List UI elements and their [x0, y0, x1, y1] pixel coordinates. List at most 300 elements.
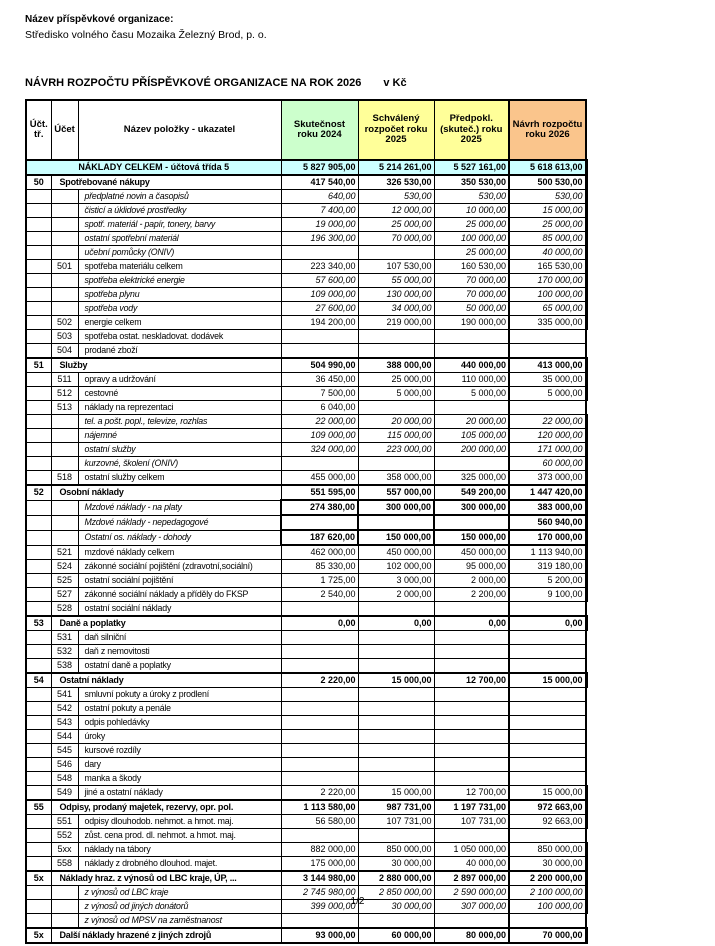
row-label: opravy a udržování [78, 373, 281, 387]
value-cell: 57 600,00 [281, 274, 358, 288]
table-row [26, 373, 586, 387]
value-cell: 530,00 [509, 190, 586, 204]
value-cell: 5 827 905,00 [281, 160, 358, 175]
value-cell [358, 631, 434, 645]
value-cell [281, 344, 358, 359]
table-row [26, 730, 586, 744]
account-class-cell [26, 602, 51, 617]
account-class-cell [26, 316, 51, 330]
row-label: kursové rozdíly [78, 744, 281, 758]
account-class-cell: 5x [26, 928, 51, 943]
value-cell: 2 850 000,00 [358, 886, 434, 900]
value-cell [509, 744, 586, 758]
value-cell: 102 000,00 [358, 560, 434, 574]
value-cell: 93 000,00 [281, 928, 358, 943]
value-cell: 1 447 420,00 [509, 485, 586, 500]
row-label: Ostatní os. náklady - dohody [78, 530, 281, 545]
account-number-cell: 546 [51, 758, 78, 772]
table-row [26, 928, 586, 943]
value-cell: 25 000,00 [509, 218, 586, 232]
account-number-cell: 511 [51, 373, 78, 387]
value-cell [509, 716, 586, 730]
account-class-cell [26, 471, 51, 486]
value-cell: 100 000,00 [434, 232, 509, 246]
row-label: spotřeba materiálu celkem [78, 260, 281, 274]
table-row [26, 871, 586, 886]
value-cell: 34 000,00 [358, 302, 434, 316]
account-number-cell [51, 190, 78, 204]
value-cell: 399 000,00 [281, 900, 358, 914]
table-row [26, 204, 586, 218]
value-cell: 60 000,00 [358, 928, 434, 943]
account-number-cell [51, 288, 78, 302]
value-cell [281, 602, 358, 617]
value-cell: 6 040,00 [281, 401, 358, 415]
value-cell: 500 530,00 [509, 175, 586, 190]
value-cell: 65 000,00 [509, 302, 586, 316]
col-header-schvaleny-2025: Schválený rozpočet roku 2025 [358, 100, 434, 160]
row-label: ostatní pokuty a penále [78, 702, 281, 716]
value-cell [434, 631, 509, 645]
value-cell: 25 000,00 [358, 373, 434, 387]
value-cell: 25 000,00 [358, 218, 434, 232]
value-cell: 150 000,00 [358, 530, 434, 545]
value-cell: 25 000,00 [434, 218, 509, 232]
value-cell [434, 602, 509, 617]
row-label: energie celkem [78, 316, 281, 330]
value-cell [358, 457, 434, 471]
value-cell: 326 530,00 [358, 175, 434, 190]
table-row [26, 688, 586, 702]
account-number-cell [51, 515, 78, 530]
value-cell: 504 990,00 [281, 358, 358, 373]
value-cell: 19 000,00 [281, 218, 358, 232]
value-cell: 165 530,00 [509, 260, 586, 274]
value-cell: 1 113 940,00 [509, 545, 586, 560]
table-row [26, 443, 586, 457]
value-cell: 20 000,00 [358, 415, 434, 429]
row-label: ostatní daně a poplatky [78, 659, 281, 674]
account-number-cell: 531 [51, 631, 78, 645]
value-cell [281, 730, 358, 744]
account-class-cell [26, 246, 51, 260]
table-row [26, 659, 586, 674]
value-cell: 160 530,00 [434, 260, 509, 274]
account-class-cell [26, 702, 51, 716]
value-cell: 35 000,00 [509, 373, 586, 387]
value-cell: 15 000,00 [509, 673, 586, 688]
value-cell: 20 000,00 [434, 415, 509, 429]
value-cell: 223 340,00 [281, 260, 358, 274]
value-cell: 70 000,00 [434, 274, 509, 288]
table-row [26, 232, 586, 246]
value-cell: 56 580,00 [281, 815, 358, 829]
row-label: z výnosů od MPSV na zaměstnanost [78, 914, 281, 929]
value-cell [281, 758, 358, 772]
table-row [26, 274, 586, 288]
table-row [26, 574, 586, 588]
value-cell: 105 000,00 [434, 429, 509, 443]
account-number-cell: 501 [51, 260, 78, 274]
value-cell [509, 829, 586, 843]
table-row [26, 800, 586, 815]
account-number-cell: 552 [51, 829, 78, 843]
value-cell: 549 200,00 [434, 485, 509, 500]
value-cell: 3 144 980,00 [281, 871, 358, 886]
table-row [26, 344, 586, 359]
value-cell: 120 000,00 [509, 429, 586, 443]
value-cell: 115 000,00 [358, 429, 434, 443]
table-row [26, 588, 586, 602]
value-cell: 30 000,00 [509, 857, 586, 872]
table-row [26, 500, 586, 515]
account-class-cell: 54 [26, 673, 51, 688]
value-cell: 5 000,00 [509, 387, 586, 401]
account-number-cell: 538 [51, 659, 78, 674]
account-class-cell [26, 260, 51, 274]
account-number-cell: 558 [51, 857, 78, 872]
account-class-cell: 53 [26, 616, 51, 631]
value-cell: 100 000,00 [509, 288, 586, 302]
value-cell [509, 758, 586, 772]
row-label: náklady na tábory [78, 843, 281, 857]
account-number-cell [51, 500, 78, 515]
account-class-cell [26, 288, 51, 302]
row-label: ostatní spotřební materiál [78, 232, 281, 246]
value-cell [434, 344, 509, 359]
value-cell: 15 000,00 [509, 204, 586, 218]
value-cell: 5 200,00 [509, 574, 586, 588]
value-cell: 2 000,00 [434, 574, 509, 588]
value-cell: 455 000,00 [281, 471, 358, 486]
account-number-cell: 525 [51, 574, 78, 588]
value-cell [358, 246, 434, 260]
value-cell: 2 200 000,00 [509, 871, 586, 886]
table-row [26, 616, 586, 631]
budget-table-header [26, 100, 586, 160]
value-cell: 450 000,00 [434, 545, 509, 560]
account-number-cell [51, 415, 78, 429]
value-cell: 110 000,00 [434, 373, 509, 387]
table-row [26, 358, 586, 373]
value-cell: 417 540,00 [281, 175, 358, 190]
account-number-cell [51, 232, 78, 246]
col-header-ucet: Účet [51, 100, 78, 160]
table-row [26, 560, 586, 574]
account-number-cell: 504 [51, 344, 78, 359]
value-cell [358, 914, 434, 929]
account-class-cell [26, 457, 51, 471]
account-number-cell: 548 [51, 772, 78, 786]
row-label: zůst. cena prod. dl. nehmot. a hmot. maj. [78, 829, 281, 843]
value-cell: 1 197 731,00 [434, 800, 509, 815]
value-cell: 30 000,00 [358, 857, 434, 872]
account-number-cell: 544 [51, 730, 78, 744]
value-cell [358, 330, 434, 344]
account-class-cell [26, 829, 51, 843]
value-cell: 440 000,00 [434, 358, 509, 373]
table-row [26, 631, 586, 645]
value-cell: 25 000,00 [434, 246, 509, 260]
account-number-cell [51, 443, 78, 457]
table-row [26, 857, 586, 872]
account-number-cell: 542 [51, 702, 78, 716]
value-cell: 2 100 000,00 [509, 886, 586, 900]
value-cell [281, 631, 358, 645]
value-cell [434, 744, 509, 758]
table-row [26, 485, 586, 500]
value-cell [434, 659, 509, 674]
account-number-cell [51, 218, 78, 232]
account-class-cell [26, 401, 51, 415]
value-cell: 2 897 000,00 [434, 871, 509, 886]
table-row [26, 914, 586, 929]
row-label: mzdové náklady celkem [78, 545, 281, 560]
account-number-cell [51, 457, 78, 471]
value-cell: 300 000,00 [434, 500, 509, 515]
account-number-cell: 5xx [51, 843, 78, 857]
value-cell: 530,00 [434, 190, 509, 204]
value-cell: 3 000,00 [358, 574, 434, 588]
value-cell [434, 688, 509, 702]
value-cell: 175 000,00 [281, 857, 358, 872]
account-number-cell [51, 302, 78, 316]
table-row [26, 457, 586, 471]
value-cell: 70 000,00 [434, 288, 509, 302]
row-label: zákonné sociální náklady a příděly do FKSP [78, 588, 281, 602]
table-row [26, 702, 586, 716]
value-cell [358, 515, 434, 530]
value-cell: 22 000,00 [281, 415, 358, 429]
value-cell [434, 914, 509, 929]
value-cell: 15 000,00 [358, 673, 434, 688]
value-cell [358, 702, 434, 716]
row-label: daň silniční [78, 631, 281, 645]
table-row [26, 829, 586, 843]
row-label: předplatné novin a časopisů [78, 190, 281, 204]
value-cell: 413 000,00 [509, 358, 586, 373]
value-cell: 373 000,00 [509, 471, 586, 486]
account-class-cell [26, 344, 51, 359]
table-row [26, 302, 586, 316]
value-cell: 109 000,00 [281, 288, 358, 302]
col-header-nazev: Název položky - ukazatel [78, 100, 281, 160]
value-cell [509, 772, 586, 786]
value-cell: 40 000,00 [434, 857, 509, 872]
value-cell: 194 200,00 [281, 316, 358, 330]
budget-table [25, 99, 588, 944]
value-cell: 223 000,00 [358, 443, 434, 457]
account-number-cell: 532 [51, 645, 78, 659]
row-label: spotřeba ostat. neskladovat. dodávek [78, 330, 281, 344]
account-number-cell: 513 [51, 401, 78, 415]
row-label: odpis pohledávky [78, 716, 281, 730]
account-class-cell [26, 429, 51, 443]
account-class-cell [26, 914, 51, 929]
value-cell: 462 000,00 [281, 545, 358, 560]
value-cell [358, 645, 434, 659]
value-cell: 22 000,00 [509, 415, 586, 429]
col-header-uct-tr: Účt. tř. [26, 100, 51, 160]
value-cell [358, 344, 434, 359]
table-row [26, 260, 586, 274]
value-cell [434, 758, 509, 772]
row-label: dary [78, 758, 281, 772]
value-cell [281, 457, 358, 471]
value-cell: 300 000,00 [358, 500, 434, 515]
value-cell: 2 220,00 [281, 673, 358, 688]
row-label: Mzdové náklady - nepedagogové [78, 515, 281, 530]
value-cell: 30 000,00 [358, 900, 434, 914]
table-row [26, 387, 586, 401]
value-cell: 987 731,00 [358, 800, 434, 815]
value-cell: 50 000,00 [434, 302, 509, 316]
row-label: ostatní sociální pojištění [78, 574, 281, 588]
account-class-cell [26, 232, 51, 246]
table-row [26, 716, 586, 730]
account-class-cell [26, 730, 51, 744]
value-cell [509, 602, 586, 617]
value-cell: 358 000,00 [358, 471, 434, 486]
account-number-cell: 503 [51, 330, 78, 344]
account-number-cell: 524 [51, 560, 78, 574]
value-cell: 92 663,00 [509, 815, 586, 829]
account-class-cell [26, 274, 51, 288]
value-cell [358, 602, 434, 617]
account-number-cell: 527 [51, 588, 78, 602]
row-label: spotřeba elektrické energie [78, 274, 281, 288]
account-class-cell [26, 530, 51, 545]
value-cell [509, 702, 586, 716]
value-cell: 560 940,00 [509, 515, 586, 530]
value-cell [281, 829, 358, 843]
row-label: Ostatní náklady [51, 673, 281, 688]
value-cell: 551 595,00 [281, 485, 358, 500]
row-label: Odpisy, prodaný majetek, rezervy, opr. pol. [51, 800, 281, 815]
value-cell [358, 758, 434, 772]
row-label: Osobní náklady [51, 485, 281, 500]
value-cell: 70 000,00 [358, 232, 434, 246]
value-cell [281, 914, 358, 929]
col-header-predpokl-2025: Předpokl. (skuteč.) roku 2025 [434, 100, 509, 160]
table-row [26, 175, 586, 190]
value-cell: 1 725,00 [281, 574, 358, 588]
account-class-cell [26, 204, 51, 218]
account-class-cell [26, 744, 51, 758]
row-label: kurzovné, školení (ONIV) [78, 457, 281, 471]
value-cell: 0,00 [358, 616, 434, 631]
value-cell: 7 500,00 [281, 387, 358, 401]
value-cell [281, 645, 358, 659]
value-cell: 324 000,00 [281, 443, 358, 457]
row-label: úroky [78, 730, 281, 744]
row-label: Další náklady hrazené z jiných zdrojů [51, 928, 281, 943]
value-cell: 95 000,00 [434, 560, 509, 574]
value-cell [358, 688, 434, 702]
value-cell: 80 000,00 [434, 928, 509, 943]
value-cell: 5 527 161,00 [434, 160, 509, 175]
account-class-cell [26, 857, 51, 872]
value-cell: 1 050 000,00 [434, 843, 509, 857]
value-cell: 450 000,00 [358, 545, 434, 560]
value-cell: 15 000,00 [358, 786, 434, 801]
value-cell: 200 000,00 [434, 443, 509, 457]
value-cell: 10 000,00 [434, 204, 509, 218]
table-row [26, 330, 586, 344]
account-class-cell [26, 330, 51, 344]
total-row [26, 160, 586, 175]
value-cell: 0,00 [509, 616, 586, 631]
row-label: Služby [51, 358, 281, 373]
row-label: cestovné [78, 387, 281, 401]
row-label: zákonné sociální pojištění (zdravotní,sociální) [78, 560, 281, 574]
row-label: odpisy dlouhodob. nehmot. a hmot. maj. [78, 815, 281, 829]
account-class-cell [26, 574, 51, 588]
table-row [26, 602, 586, 617]
account-class-cell [26, 500, 51, 515]
value-cell: 60 000,00 [509, 457, 586, 471]
account-class-cell [26, 545, 51, 560]
budget-table-body [26, 160, 586, 943]
value-cell [509, 344, 586, 359]
value-cell: 170 000,00 [509, 530, 586, 545]
value-cell [281, 688, 358, 702]
account-class-cell [26, 688, 51, 702]
value-cell: 170 000,00 [509, 274, 586, 288]
col-header-navrh-2026: Návrh rozpočtu roku 2026 [509, 100, 586, 160]
value-cell [358, 401, 434, 415]
value-cell [358, 716, 434, 730]
value-cell [281, 744, 358, 758]
value-cell: 530,00 [358, 190, 434, 204]
table-row [26, 530, 586, 545]
value-cell [509, 659, 586, 674]
row-label: daň z nemovitosti [78, 645, 281, 659]
value-cell [281, 659, 358, 674]
row-label: ostatní služby [78, 443, 281, 457]
account-class-cell [26, 843, 51, 857]
value-cell [281, 246, 358, 260]
row-label: smluvní pokuty a úroky z prodlení [78, 688, 281, 702]
account-class-cell [26, 786, 51, 801]
table-row [26, 471, 586, 486]
value-cell [509, 330, 586, 344]
value-cell: 383 000,00 [509, 500, 586, 515]
account-number-cell [51, 914, 78, 929]
value-cell: 187 620,00 [281, 530, 358, 545]
table-row [26, 429, 586, 443]
value-cell [434, 772, 509, 786]
row-label: náklady z drobného dlouhod. majet. [78, 857, 281, 872]
value-cell: 350 530,00 [434, 175, 509, 190]
value-cell: 5 000,00 [358, 387, 434, 401]
row-label: jiné a ostatní náklady [78, 786, 281, 801]
value-cell: 107 731,00 [434, 815, 509, 829]
table-row [26, 515, 586, 530]
value-cell [509, 914, 586, 929]
row-label: prodané zboží [78, 344, 281, 359]
value-cell: 388 000,00 [358, 358, 434, 373]
row-label: Náklady hraz. z výnosů od LBC kraje, ÚP, ... [51, 871, 281, 886]
row-label: Spotřebované nákupy [51, 175, 281, 190]
value-cell: 335 000,00 [509, 316, 586, 330]
value-cell: 5 618 613,00 [509, 160, 586, 175]
row-label: tel. a pošt. popl., televize, rozhlas [78, 415, 281, 429]
account-number-cell: 521 [51, 545, 78, 560]
value-cell: 2 000,00 [358, 588, 434, 602]
value-cell: 972 663,00 [509, 800, 586, 815]
row-label: manka a škody [78, 772, 281, 786]
